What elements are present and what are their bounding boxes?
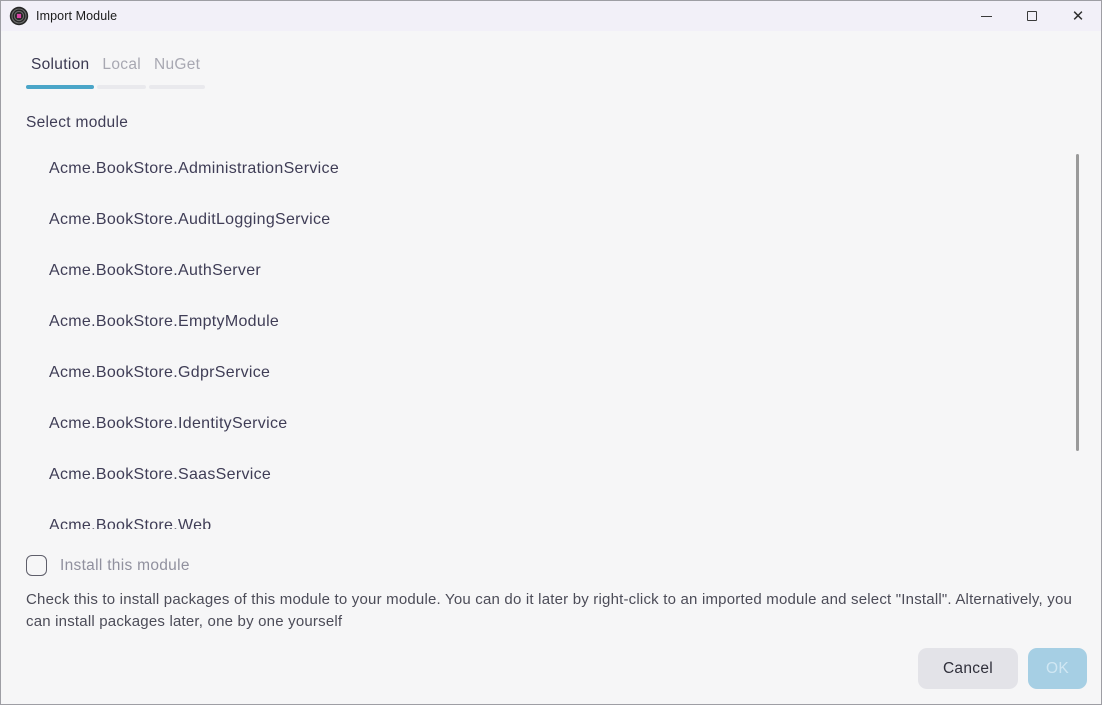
tab-nuget[interactable]: [149, 54, 205, 89]
ok-button[interactable]: OK: [1028, 648, 1087, 689]
module-list-item[interactable]: Acme.BookStore.AuditLoggingService: [49, 210, 331, 228]
module-list-item[interactable]: Acme.BookStore.GdprService: [49, 363, 271, 381]
list-scrollbar-thumb[interactable]: [1076, 154, 1079, 451]
close-icon: ✕: [1071, 7, 1085, 25]
tab-solution[interactable]: [26, 54, 94, 89]
window-title: Import Module: [36, 9, 118, 23]
module-list-item[interactable]: Acme.BookStore.Web: [49, 516, 212, 529]
minimize-icon: [981, 16, 992, 17]
select-module-label: Select module: [26, 114, 129, 131]
close-button[interactable]: [1055, 1, 1101, 31]
tab-nuget-label: NuGet: [153, 56, 201, 73]
module-list-item[interactable]: Acme.BookStore.IdentityService: [49, 414, 288, 432]
minimize-button[interactable]: [963, 1, 1009, 31]
module-list-item[interactable]: Acme.BookStore.AuthServer: [49, 261, 262, 279]
abp-studio-logo-icon: [9, 6, 29, 26]
module-list-item[interactable]: Acme.BookStore.EmptyModule: [49, 312, 280, 330]
tab-bar: [26, 54, 1101, 89]
tab-local-label: Local: [102, 56, 141, 73]
install-help-text: Check this to install packages of this module to your module. You can do it later by right-click to an imported module and select "Install". Alternatively, you can install packages later, one by one yourself: [26, 591, 1073, 630]
module-list-item[interactable]: Acme.BookStore.AdministrationService: [49, 159, 340, 177]
tab-local-underline: [97, 85, 146, 89]
dialog-footer: [918, 648, 1087, 689]
install-module-checkbox[interactable]: [26, 555, 47, 576]
module-list-item[interactable]: Acme.BookStore.SaasService: [49, 465, 272, 483]
tab-local[interactable]: [97, 54, 146, 89]
titlebar: [1, 1, 1101, 31]
install-module-checkbox-row[interactable]: [26, 555, 1101, 576]
tab-nuget-underline: [149, 85, 205, 89]
install-module-checkbox-label: Install this module: [60, 556, 190, 574]
dialog-content: [1, 54, 1101, 632]
window-controls: [963, 1, 1101, 31]
module-list: [26, 143, 1101, 529]
tab-solution-label: Solution: [31, 56, 90, 73]
tab-solution-underline: [26, 85, 94, 89]
maximize-icon: [1027, 11, 1037, 21]
maximize-button[interactable]: [1009, 1, 1055, 31]
cancel-button[interactable]: Cancel: [918, 648, 1018, 689]
